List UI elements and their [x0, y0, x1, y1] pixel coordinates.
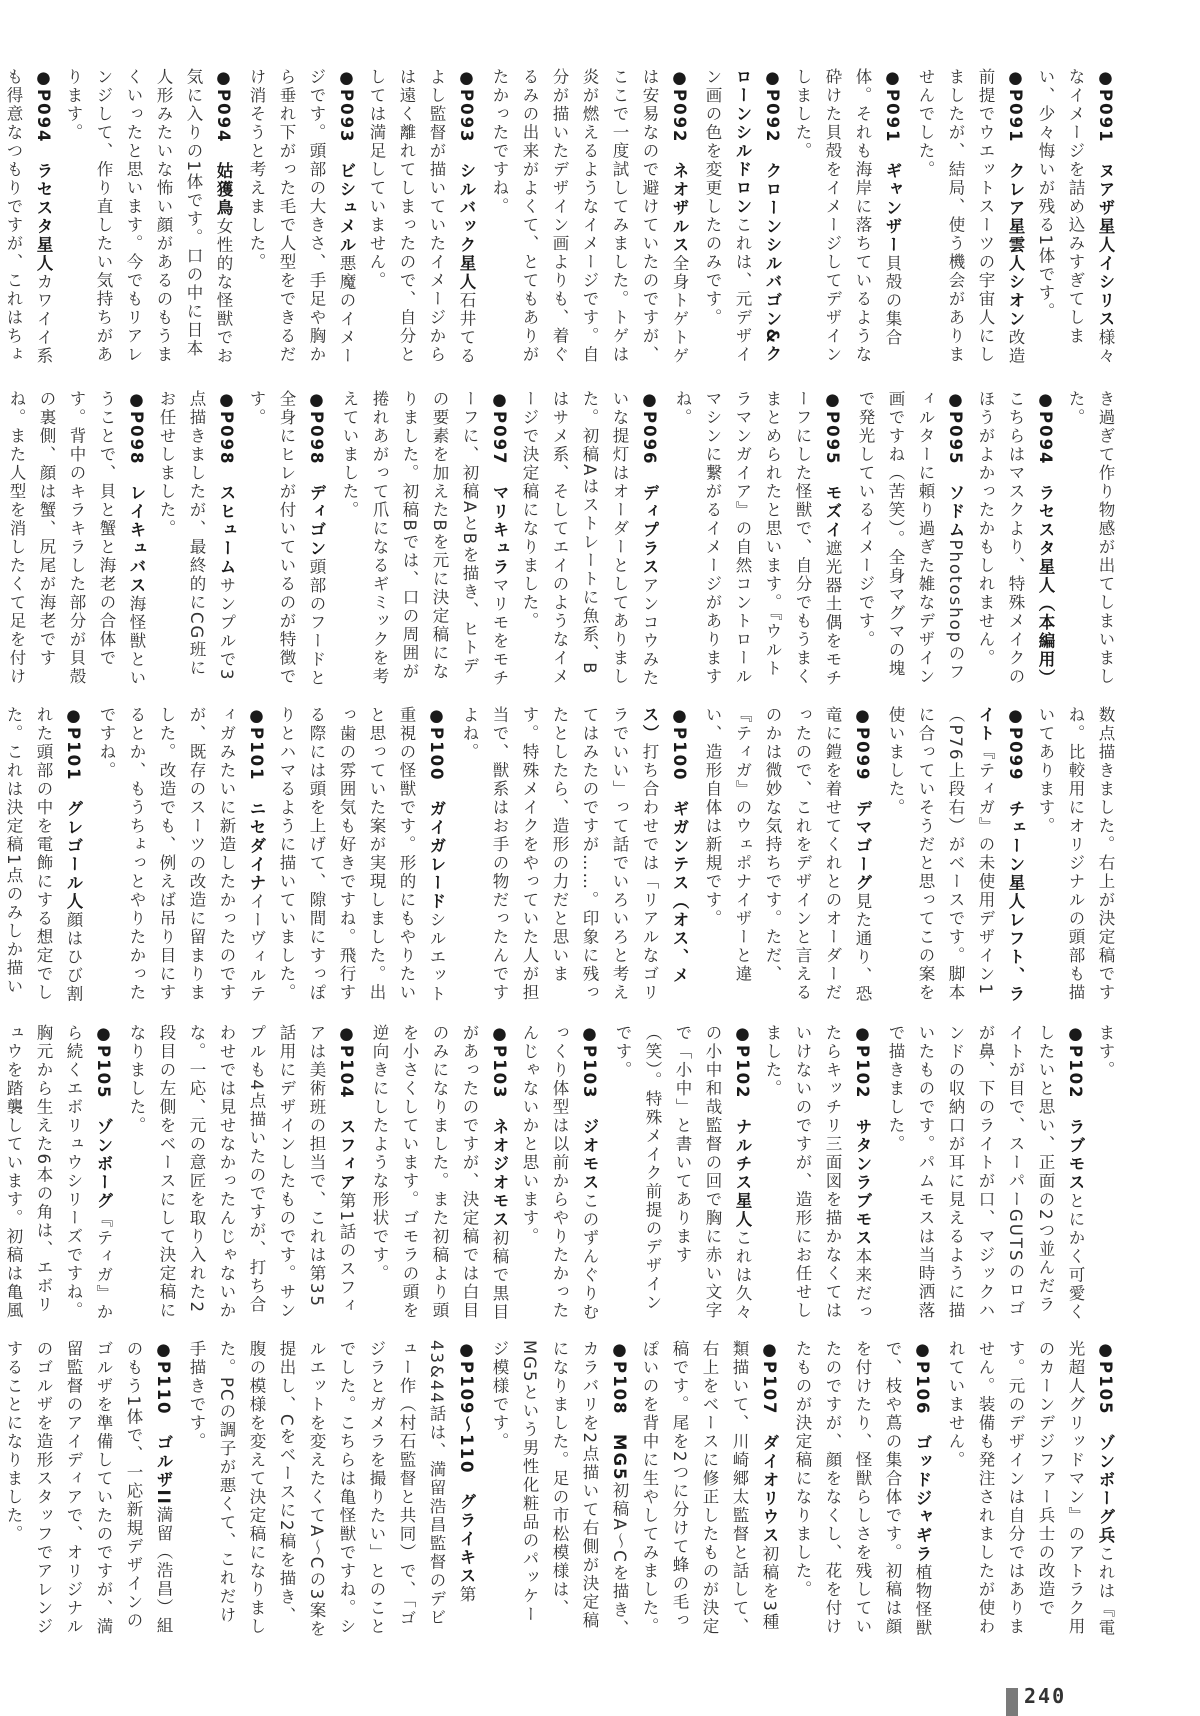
design-entry — [364, 1024, 514, 1324]
entry-text: 数点描きました。右上が決定稿ですね。比較用にオリジナルの頭部も描いてあります。 — [1036, 706, 1115, 1002]
entry-heading: P098 スヒューム — [217, 411, 236, 577]
entry-text: カワイイ系も得意なつもりですが、これはちょ — [4, 68, 53, 366]
entry-text: これは久々の小中和哉監督の回で胸に赤い文字で「小中」と書いてあります（笑）。特殊メイク前提のデザインです。 — [613, 1024, 752, 1322]
entry-heading: P091 ギャンザー — [883, 89, 902, 255]
text-tier-5 — [4, 1340, 1120, 1640]
entry-text: サンプルで3点描きましたが、最終的にCG班にお任せしました。 — [157, 390, 236, 682]
entry-text: 『ティガ』から続くエボリュウシリーズですね。胸元から生えた6本の角は、エボリュウを踏襲しています。初稿は亀風 — [4, 1024, 113, 1322]
text-tier-3 — [4, 706, 1120, 1006]
bullet-icon: ● — [763, 68, 782, 89]
entry-heading: P102 ナルチス星人 — [733, 1045, 752, 1230]
bullet-icon: ● — [913, 1340, 932, 1361]
bullet-icon: ● — [1006, 706, 1025, 727]
design-entry — [697, 706, 877, 1006]
entry-heading: P101 ニセダイナ — [247, 727, 266, 893]
bullet-icon: ● — [457, 68, 476, 89]
text-column — [0, 68, 238, 368]
bullet-icon: ● — [64, 706, 83, 727]
entry-heading: P096 ディプラス — [640, 411, 659, 577]
text-column — [241, 68, 481, 368]
text-tier-4 — [4, 1024, 1120, 1324]
design-entry — [241, 68, 361, 368]
bullet-icon: ● — [457, 1340, 476, 1361]
entry-heading: P098 ディゴン — [307, 411, 326, 559]
entry-heading: P099 デマゴーグ — [853, 727, 872, 893]
bullet-icon: ● — [154, 1340, 173, 1361]
entry-text: 『ティガ』の未使用デザイン1（P76上段右）がベースです。脚本に合っていそうだと思ってこの案を使いました。 — [886, 706, 995, 1002]
entry-heading: P109～110 グライキス — [457, 1361, 476, 1586]
text-column — [364, 1024, 604, 1324]
design-entry — [667, 390, 847, 690]
bullet-icon: ● — [883, 68, 902, 89]
entry-text: ます。 — [1096, 1024, 1115, 1080]
bullet-icon: ● — [1036, 390, 1055, 411]
design-entry — [1030, 706, 1120, 1006]
text-column — [484, 68, 694, 368]
text-column — [0, 390, 331, 690]
bullet-icon: ● — [610, 1340, 629, 1361]
bullet-icon: ● — [946, 390, 965, 411]
entry-heading: P103 ネオジオモス — [490, 1045, 509, 1230]
entry-heading: P093 ビシュメル — [337, 89, 356, 255]
entry-text: き過ぎて作り物感が出てしまいました。 — [1066, 390, 1115, 686]
entry-text: 打ち合わせでは「リアルなゴリラでいい」って話でいろいろと考えてはみたのですが……。印象に残ったとしたら、造形の力だと思います。特殊メイクをやっていた人が担当で、獣系はお手の物だったんですよね。 — [460, 706, 659, 1002]
entry-text: 貝殻の集合体。それも海岸に落ちているような砕けた貝殻をイメージしてデザインしました。 — [793, 68, 902, 364]
entry-text: このずんぐりむっくり体型は以前からやりたかったんじゃないかと思います。 — [520, 1024, 599, 1322]
text-column — [484, 1340, 784, 1640]
entry-heading: P102 ラブモス — [1066, 1045, 1085, 1193]
text-column — [697, 68, 907, 368]
text-column — [0, 1024, 118, 1324]
design-entry — [607, 1024, 757, 1324]
design-entry — [0, 1024, 118, 1324]
design-entry — [514, 390, 664, 690]
entry-text: とにかく可愛くしたいと思い、正面の2つ並んだライトが目で、スーパーGUTSのロゴが鼻、下のライトが口、マジックハンドの収納口が耳に見えるように描いたものです。パムモスは当時洒落で描きました。 — [886, 1024, 1085, 1322]
entry-heading: P105 ゾンボーグ兵 — [1096, 1361, 1115, 1546]
bullet-icon: ● — [94, 1024, 113, 1045]
design-entry — [484, 68, 694, 368]
text-column — [454, 706, 694, 1006]
design-entry — [0, 68, 58, 368]
entry-text: アンコウみたいな提灯はオーダーとしてありました。初稿Aはストレートに魚系、Bはサメ系、そしてエイのようなイメージで決定稿になりました。 — [520, 390, 659, 688]
entry-text: 見た通り、恐竜に鎧を着せてくれとのオーダーだったので、これをデザインと言えるのかは微妙な気持ちです。ただ、『ティガ』のウェポナイザーと違い、造形自体は新規です。 — [703, 706, 872, 1004]
entry-heading: P106 ゴッドジャギラ — [913, 1361, 932, 1564]
entry-text: 初稿で黒目があったのですが、決定稿では白目のみになりました。また初稿より頭を小さくしています。ゴモラの頭を逆向きにしたような形状です。 — [370, 1024, 509, 1322]
text-column — [697, 706, 877, 1006]
design-entry — [271, 706, 451, 1006]
design-entry — [697, 68, 787, 368]
entry-heading: P093 シルバック星人 — [457, 89, 476, 292]
bullet-icon: ● — [127, 390, 146, 411]
text-column — [334, 390, 664, 690]
entry-text: 遮光器土偶をモチーフにした怪獣で、自分でもうまくまとめられたと思います。『ウルトラマンガイア』の自然コントロールマシンに繋がるイメージがありますね。 — [673, 390, 842, 688]
entry-text: 初稿A～Cを描き、カラバリを2点描いて右側が決定稿になりました。足の市松模様は、MG5という男性化粧品のパッケージ模様です。 — [490, 1340, 629, 1638]
text-column — [181, 1340, 481, 1640]
page-number: 240 — [1024, 1684, 1067, 1708]
design-entry — [91, 706, 271, 1006]
entry-heading: P108 MG5 — [610, 1361, 629, 1482]
bullet-icon: ● — [1066, 1024, 1085, 1045]
bullet-icon: ● — [640, 390, 659, 411]
entry-heading: P100 ギガンテス（オス、メス） — [640, 706, 689, 986]
bullet-icon: ● — [217, 390, 236, 411]
entry-heading: P095 モズイ — [823, 411, 842, 540]
design-entry — [241, 390, 331, 690]
text-column — [121, 1024, 361, 1324]
bullet-icon: ● — [823, 390, 842, 411]
design-entry — [1060, 390, 1120, 690]
design-entry — [0, 706, 88, 1006]
design-entry — [514, 1024, 604, 1324]
bullet-icon: ● — [490, 1024, 509, 1045]
entry-heading: P094 ラセスタ星人 — [34, 89, 53, 274]
design-entry — [757, 1024, 877, 1324]
entry-heading: P104 スフィア — [337, 1045, 356, 1193]
bullet-icon: ● — [670, 68, 689, 89]
bullet-icon: ● — [1006, 68, 1025, 89]
text-column — [0, 706, 88, 1006]
entry-heading: P095 ソドム — [946, 411, 965, 540]
design-entry — [880, 1024, 1090, 1324]
text-column — [940, 1340, 1120, 1640]
entry-heading: P100 ガイガレード — [427, 727, 446, 912]
design-entry — [1030, 68, 1120, 368]
design-entry — [634, 1340, 784, 1640]
entry-heading: P091 ヌアザ星人イシリス — [1096, 89, 1115, 329]
design-entry — [970, 390, 1060, 690]
bullet-icon: ● — [307, 390, 326, 411]
design-entry — [850, 390, 970, 690]
entry-heading: P092 ネオザルス — [670, 89, 689, 255]
entry-text: これは『電光超人グリッドマン』のアトラク用のカーンデジファー兵士の改造です。元のデザインは自分ではありません。装備も発注されましたが使われていません。 — [946, 1340, 1115, 1638]
bullet-icon: ● — [733, 1024, 752, 1045]
design-entry — [880, 706, 1030, 1006]
text-column — [850, 390, 1120, 690]
design-entry — [910, 68, 1030, 368]
design-entry — [940, 1340, 1120, 1640]
entry-heading: P102 サタンラブモス — [853, 1045, 872, 1248]
entry-heading: P094 姑獲鳥 — [214, 89, 233, 218]
entry-text: 第43&44話は、満留浩昌監督のデビュー作（村石監督と共同）で、「ゴジラとガメラを撮りたい」とのことでした。こちらは亀怪獣ですね。シルエットを変えたくてA～Cの3案を提出し、Cをベースに2稿を描き、腹の模様を変えて決定稿になりました。PCの調子が悪くて、これだけ手描きです。 — [187, 1340, 476, 1639]
entry-text: 悪魔のイメージです。頭部の大きさ、手足や胸から垂れ下がった毛で人型をできるだけ消そうと考えました。 — [247, 68, 356, 366]
text-column — [667, 390, 847, 690]
bullet-icon: ● — [427, 706, 446, 727]
entry-text: マリモをモチーフに、初稿AとBを描き、ヒトデの要素を加えたBを元に決定稿になりました。初稿Bでは、口の周囲が捲れあがって爪になるギミックを考えていました。 — [340, 390, 509, 688]
bullet-icon: ● — [214, 68, 233, 89]
entry-heading: P098 レイキュバス — [127, 411, 146, 596]
entry-heading: P094 ラセスタ星人（本編用） — [1036, 411, 1055, 688]
entry-text: 改造前提でウエットスーツの宇宙人にしましたが、結局、使う機会がありませんでした。 — [916, 68, 1025, 366]
entry-text: 頭部のフードと全身にヒレが付いているのが特徴です。 — [247, 390, 326, 688]
entry-text: Photoshopのフィルターに頼り過ぎた雑なデザイン画ですね（苦笑）。全身マグマの塊で発光しているイメージです。 — [856, 390, 965, 686]
design-entry — [787, 68, 907, 368]
entry-text: 本来だったらキッチリ三面図を描かなくてはいけないのですが、造形にお任せしました。 — [763, 1024, 872, 1322]
text-tier-2 — [7, 390, 1120, 690]
entry-heading: P107 ダイオリウス — [760, 1361, 779, 1546]
entry-text: 満留（浩昌）組のもう1体で、一応新規デザインのゴルザを準備していたのですが、満留監督のアイディアで、オリジナルのゴルザを造形スタッフでアレンジすることになりました。 — [4, 1340, 173, 1636]
entry-text: 様々なイメージを詰め込みすぎてしまい、少々悔いが残る1体です。 — [1036, 68, 1115, 366]
bullet-icon: ● — [337, 1024, 356, 1045]
design-entry — [121, 1024, 361, 1324]
entry-heading: P101 グレゴール人 — [64, 727, 83, 912]
bullet-icon: ● — [853, 706, 872, 727]
text-column — [0, 1340, 178, 1640]
bullet-icon: ● — [1096, 68, 1115, 89]
bullet-icon: ● — [670, 706, 689, 727]
text-column — [787, 1340, 937, 1640]
entry-text: こちらはマスクより、特殊メイクのほうがよかったかもしれません。 — [976, 390, 1025, 686]
design-entry — [151, 390, 241, 690]
bullet-icon: ● — [853, 1024, 872, 1045]
text-column — [607, 1024, 877, 1324]
entry-text: 初稿を3種類描いて、川崎郷太監督と話して、右上をベースに修正したものが決定稿です。尾を2つに分けて蜂の毛っぽいのを背中に生やしてみました。 — [640, 1340, 779, 1636]
entry-heading: P110 ゴルザII — [154, 1361, 173, 1506]
page-number-bar — [1006, 1688, 1018, 1716]
design-entry — [361, 68, 481, 368]
entry-text: シルエット重視の怪獣です。形的にもやりたいと思っていた案が実現しました。出っ歯の雰囲気も好きですね。飛行する際には頭を上げて、隙間にすっぽりとハマるように描いていました。 — [277, 706, 446, 1004]
entry-heading: P091 クレア星雲人シオン — [1006, 89, 1025, 329]
entry-text: イーヴィルティガみたいに新造したかったのですが、既存のスーツの改造に留まりました。改造でも、例えば吊り目にするとか、もうちょっとやりたかったですね。 — [97, 706, 266, 1004]
entry-heading: P092 クローンシルバゴン&クローンシルドロン — [733, 68, 782, 364]
design-entry — [1090, 1024, 1120, 1324]
entry-text: これは、元デザイン画の色を変更したのみです。 — [703, 68, 752, 364]
entry-heading: P103 ジオモス — [580, 1045, 599, 1193]
bullet-icon: ● — [760, 1340, 779, 1361]
entry-heading: P097 マリキュラ — [490, 411, 509, 577]
entry-text: 植物怪獣で、枝や蔦の集合体です。初稿は顔を付けたり、怪獣らしさを残していたのですが、顔をなくし、花を付けたものが決定稿になりました。 — [793, 1340, 932, 1638]
text-tier-1 — [4, 68, 1120, 368]
bullet-icon: ● — [34, 68, 53, 89]
bullet-icon: ● — [337, 68, 356, 89]
entry-text: 石井てるよし監督が描いていたイメージからは遠く離れてしまったので、自分としては満足していません。 — [367, 68, 476, 366]
entry-text: 女性的な怪獣でお気に入りの1体です。口の中に日本人形みたいな怖い顔があるのもうまくいったと思います。今でもリアレンジして、作り直したい気持ちがあります。 — [64, 68, 233, 366]
design-entry — [58, 68, 238, 368]
bullet-icon: ● — [580, 1024, 599, 1045]
bullet-icon: ● — [247, 706, 266, 727]
text-column — [880, 706, 1120, 1006]
design-entry — [181, 1340, 481, 1640]
design-entry — [454, 706, 694, 1006]
entry-text: 全身トゲトゲは安易なので避けていたのですが、ここで一度試してみました。トゲは炎が燃えるようなイメージです。自分が描いたデザイン画よりも、着ぐるみの出来がよくて、とてもありがたかったですね。 — [490, 68, 689, 366]
entry-heading: P099 チェーン星人レフト、ライト — [976, 706, 1025, 1004]
bullet-icon: ● — [490, 390, 509, 411]
design-entry — [484, 1340, 634, 1640]
text-column — [910, 68, 1120, 368]
design-entry — [334, 390, 514, 690]
entry-text: 顔はひび割れた頭部の中を電飾にする想定でした。これは決定稿1点のみしか描い — [4, 706, 83, 1004]
entry-text: 第1話のスフィアは美術班の担当で、これは第35話用にデザインしたものです。サンプルも4点描いたのですが、打ち合わせでは見せなかったんじゃないかな。一応、元の意匠を取り入れた2段目の左側をベースにして決定稿になりました。 — [127, 1024, 356, 1320]
design-entry — [0, 390, 151, 690]
text-column — [880, 1024, 1120, 1324]
text-column — [91, 706, 451, 1006]
entry-heading: P105 ゾンボーグ — [94, 1045, 113, 1211]
bullet-icon: ● — [1096, 1340, 1115, 1361]
design-entry — [0, 1340, 178, 1640]
design-entry — [787, 1340, 937, 1640]
entry-text: 海怪獣ということで、貝と蟹と海老の合体です。背中のキラキラした部分が貝殻の裏側、顔は蟹、尻尾が海老ですね。また人型を消したくて足を付け — [7, 390, 146, 688]
